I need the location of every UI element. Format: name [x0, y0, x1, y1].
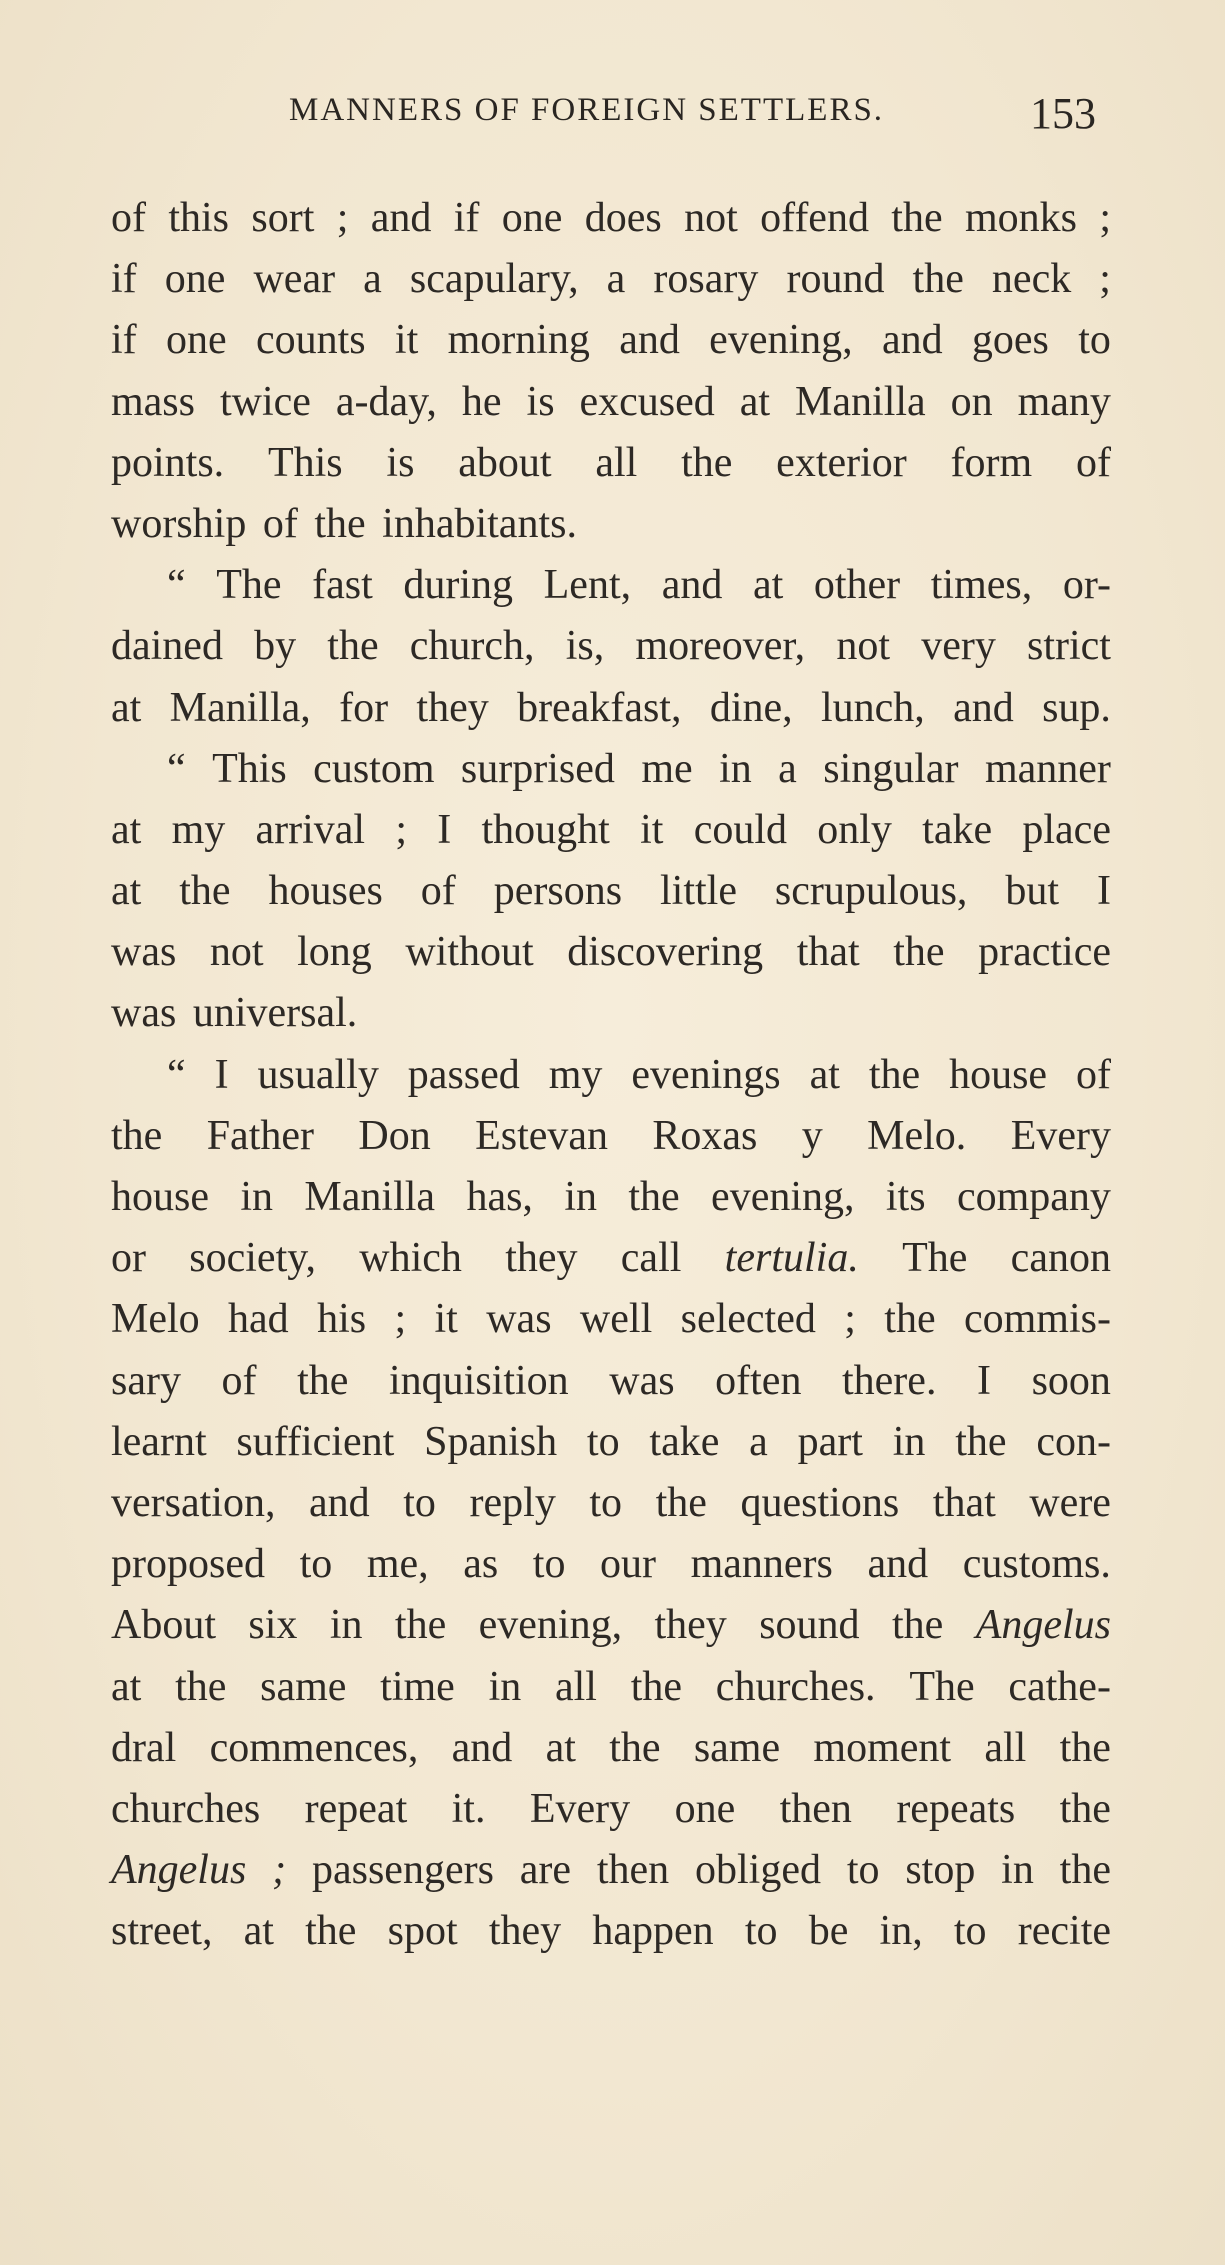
word: one: [164, 256, 226, 303]
word: me,: [366, 1541, 429, 1588]
word: This: [212, 745, 287, 792]
word: to: [589, 1479, 623, 1526]
word: Manilla,: [169, 684, 311, 731]
text-line: [111, 1901, 1111, 1962]
word: all: [555, 1663, 597, 1710]
word: all: [984, 1724, 1027, 1771]
word: custom: [313, 745, 435, 792]
word: houses: [268, 868, 383, 915]
text-line: [111, 1045, 1111, 1106]
word: be: [808, 1908, 849, 1955]
word: evening,: [709, 317, 853, 364]
word: and: [881, 317, 943, 364]
word: then: [596, 1847, 670, 1894]
word: that: [932, 1479, 996, 1526]
word: wear: [253, 256, 336, 303]
word: long: [297, 929, 372, 976]
word: had: [228, 1296, 289, 1343]
word: of: [221, 1357, 257, 1404]
word: the: [655, 1479, 707, 1526]
word: commis-: [963, 1296, 1111, 1343]
body-text: [111, 188, 1111, 1962]
word: stop: [905, 1847, 976, 1894]
word: was: [609, 1357, 675, 1404]
text-line: [111, 188, 1111, 249]
word: “: [167, 745, 186, 792]
word: often: [715, 1357, 802, 1404]
word: my: [548, 1051, 603, 1098]
text-line: [111, 616, 1111, 677]
word: tertulia.: [724, 1235, 859, 1282]
word: that: [796, 929, 860, 976]
word: this: [168, 195, 230, 241]
word: is: [526, 378, 555, 425]
word: customs.: [962, 1541, 1111, 1588]
word: in: [719, 745, 752, 792]
word: a: [749, 1418, 768, 1465]
word: in: [1001, 1847, 1034, 1894]
word: “: [167, 562, 186, 609]
word: practice: [978, 929, 1111, 976]
word: are: [519, 1847, 572, 1894]
word: Melo: [111, 1296, 200, 1343]
word: me: [641, 745, 693, 792]
word: they: [416, 684, 489, 731]
word: at: [111, 868, 142, 915]
word: The: [902, 1235, 968, 1282]
word: happen: [592, 1908, 714, 1955]
word: not: [209, 929, 264, 976]
word: the: [314, 500, 383, 547]
word: I: [437, 806, 452, 853]
word: I: [1096, 868, 1111, 915]
word: the: [891, 195, 943, 241]
word: then: [779, 1785, 852, 1832]
word: con-: [1036, 1418, 1111, 1465]
word: during: [403, 562, 514, 609]
word: persons: [493, 868, 623, 915]
word: has,: [466, 1174, 533, 1220]
word: take: [922, 806, 993, 853]
text-line: [111, 678, 1111, 739]
text-line: [111, 861, 1111, 922]
word: house: [111, 1174, 209, 1220]
word: in: [329, 1602, 363, 1649]
word: Every: [1010, 1112, 1111, 1159]
word: the: [1059, 1724, 1111, 1771]
word: its: [885, 1174, 926, 1220]
word: worship: [111, 500, 263, 547]
text-line: [111, 1779, 1111, 1840]
word: Spanish: [424, 1418, 558, 1465]
text-line: [111, 1351, 1111, 1412]
word: was: [486, 1296, 552, 1343]
word: points.: [111, 439, 225, 486]
word: excused: [579, 378, 715, 425]
word: many: [1017, 378, 1111, 425]
text-line: [111, 1534, 1111, 1595]
word: and: [661, 562, 723, 609]
word: evening,: [711, 1174, 855, 1220]
word: of: [420, 868, 456, 915]
word: his: [317, 1296, 367, 1343]
word: not: [684, 195, 738, 241]
word: mass: [111, 378, 195, 425]
word: surprised: [460, 745, 615, 792]
word: society,: [189, 1235, 317, 1282]
word: sufficient: [236, 1418, 395, 1465]
word: Melo.: [867, 1112, 967, 1159]
word: church,: [409, 623, 535, 670]
page-number: 153: [1030, 89, 1096, 138]
word: cathe-: [1008, 1663, 1111, 1710]
word: company: [956, 1174, 1111, 1220]
word: Roxas: [652, 1112, 758, 1159]
word: recite: [1017, 1908, 1111, 1955]
word: This: [267, 439, 343, 486]
word: repeats: [896, 1785, 1016, 1832]
word: my: [171, 806, 226, 853]
word: the: [893, 929, 945, 976]
word: the: [891, 1602, 944, 1649]
word: The: [909, 1663, 975, 1710]
word: monks: [964, 195, 1077, 241]
word: is,: [565, 623, 605, 670]
word: part: [797, 1418, 863, 1465]
word: the: [884, 1296, 936, 1343]
word: little: [659, 868, 737, 915]
running-head: [0, 88, 1225, 148]
word: the: [327, 623, 379, 670]
word: street,: [111, 1908, 213, 1955]
word: well: [579, 1296, 653, 1343]
word: ;: [1099, 195, 1111, 241]
word: Manilla: [304, 1174, 436, 1220]
word: churches.: [715, 1663, 876, 1710]
word: goes: [971, 317, 1049, 364]
word: were: [1029, 1479, 1111, 1526]
word: scrupulous,: [774, 868, 968, 915]
word: moreover,: [635, 623, 806, 670]
word: in,: [879, 1908, 923, 1955]
word: soon: [1031, 1357, 1111, 1404]
word: if: [453, 195, 480, 241]
text-line: [111, 800, 1111, 861]
word: selected: [680, 1296, 816, 1343]
word: passed: [407, 1051, 520, 1098]
word: About: [111, 1602, 216, 1649]
word: The: [216, 562, 282, 609]
word: the: [179, 868, 231, 915]
word: commences,: [209, 1724, 419, 1771]
word: but: [1005, 868, 1060, 915]
text-line: [111, 1473, 1111, 1534]
word: usually: [257, 1051, 379, 1098]
word: at: [739, 378, 771, 425]
word: there.: [842, 1357, 937, 1404]
word: inhabitants.: [382, 500, 577, 547]
word: for: [339, 684, 389, 731]
word: and: [451, 1724, 513, 1771]
word: to: [953, 1908, 987, 1955]
word: breakfast,: [517, 684, 682, 731]
word: they: [654, 1602, 727, 1649]
word: or-: [1062, 562, 1111, 609]
word: our: [600, 1541, 657, 1588]
word: canon: [1010, 1235, 1111, 1282]
word: a-day,: [335, 378, 437, 425]
word: all: [595, 439, 638, 486]
word: other: [813, 562, 901, 609]
word: the: [630, 1663, 683, 1710]
word: one: [674, 1785, 736, 1832]
word: scapulary,: [409, 256, 579, 303]
word: Every: [529, 1785, 631, 1832]
word: ;: [844, 1296, 856, 1343]
word: dine,: [709, 684, 793, 731]
word: strict: [1027, 623, 1111, 670]
word: in: [892, 1418, 926, 1465]
word: counts: [255, 317, 366, 364]
word: times,: [930, 562, 1033, 609]
word: as: [463, 1541, 499, 1588]
text-line: [111, 310, 1111, 371]
text-line: [111, 1289, 1111, 1350]
word: a: [606, 256, 626, 303]
word: learnt: [111, 1418, 207, 1465]
word: in: [564, 1174, 597, 1220]
word: Father: [206, 1112, 314, 1159]
word: sound: [759, 1602, 860, 1649]
word: the: [912, 256, 964, 303]
word: they: [505, 1235, 578, 1282]
word: churches: [111, 1785, 261, 1832]
word: the: [1059, 1847, 1111, 1894]
word: the: [868, 1051, 921, 1098]
word: only: [817, 806, 892, 853]
word: the: [111, 1112, 163, 1159]
word: same: [260, 1663, 347, 1710]
word: form: [950, 439, 1033, 486]
word: of: [262, 500, 315, 547]
word: dral: [111, 1724, 177, 1771]
word: the: [955, 1418, 1007, 1465]
word: at: [111, 1663, 142, 1710]
word: to: [586, 1418, 620, 1465]
word: at: [809, 1051, 840, 1098]
word: place: [1022, 806, 1111, 853]
text-line: [111, 1228, 1111, 1289]
text-line: [111, 922, 1111, 983]
word: at: [545, 1724, 576, 1771]
text-line: [111, 372, 1111, 433]
word: spot: [387, 1908, 458, 1955]
word: it: [640, 806, 664, 853]
text-line: [111, 433, 1111, 494]
word: the: [628, 1174, 680, 1220]
word: proposed: [111, 1541, 265, 1588]
word: the: [609, 1724, 661, 1771]
word: is: [386, 439, 415, 486]
word: Estevan: [475, 1112, 609, 1159]
word: same: [693, 1724, 781, 1771]
text-line: [111, 1595, 1111, 1656]
word: questions: [740, 1479, 900, 1526]
word: universal.: [192, 990, 358, 1037]
word: evenings: [631, 1051, 781, 1098]
text-line: [111, 1167, 1111, 1228]
word: one: [165, 317, 227, 364]
word: at: [111, 806, 142, 853]
word: at: [752, 562, 784, 609]
word: sary: [111, 1357, 181, 1404]
word: could: [693, 806, 787, 853]
word: to: [1078, 317, 1111, 364]
word: Angelus: [111, 1847, 247, 1894]
text-line: [111, 555, 1111, 616]
word: by: [254, 623, 297, 670]
word: if: [111, 256, 137, 303]
word: morning: [447, 317, 590, 364]
word: moment: [813, 1724, 952, 1771]
word: twice: [219, 378, 311, 425]
word: to: [403, 1479, 436, 1526]
word: in: [240, 1174, 274, 1220]
word: lunch,: [820, 684, 925, 731]
word: of: [111, 195, 146, 241]
word: to: [846, 1847, 880, 1894]
word: repeat: [304, 1785, 408, 1832]
word: Manilla: [795, 378, 926, 425]
word: the: [1059, 1785, 1111, 1832]
word: ;: [1099, 256, 1111, 303]
word: sort: [251, 195, 315, 241]
word: time: [380, 1663, 455, 1710]
word: one: [501, 195, 563, 241]
word: was: [111, 990, 193, 1037]
word: Lent,: [543, 562, 632, 609]
text-line: [111, 1840, 1111, 1901]
word: very: [921, 623, 996, 670]
text-line: [111, 1657, 1111, 1718]
word: the: [394, 1602, 447, 1649]
word: neck: [991, 256, 1072, 303]
word: round: [786, 256, 885, 303]
word: and: [370, 195, 432, 241]
word: reply: [469, 1479, 556, 1526]
word: not: [836, 623, 891, 670]
word: manner: [984, 745, 1111, 792]
word: the: [175, 1663, 227, 1710]
word: passengers: [311, 1847, 494, 1894]
word: without: [405, 929, 534, 976]
word: or: [111, 1235, 146, 1282]
word: Angelus: [975, 1602, 1111, 1649]
text-line: [111, 1412, 1111, 1473]
text-line: [111, 1718, 1111, 1779]
word: offend: [760, 195, 869, 241]
word: and: [867, 1541, 929, 1588]
word: obliged: [695, 1847, 821, 1894]
word: I: [214, 1051, 229, 1098]
word: of: [1076, 1051, 1111, 1098]
word: I: [977, 1357, 992, 1404]
word: six: [248, 1602, 298, 1649]
word: it: [394, 317, 419, 364]
word: thought: [481, 806, 610, 853]
word: on: [950, 378, 993, 425]
word: a: [363, 256, 382, 303]
word: in: [488, 1663, 522, 1710]
word: a: [778, 745, 797, 792]
word: inquisition: [388, 1357, 569, 1404]
word: the: [305, 1908, 357, 1955]
word: at: [111, 684, 142, 731]
word: if: [111, 317, 137, 364]
word: and: [309, 1479, 370, 1526]
word: rosary: [653, 256, 759, 303]
word: versation,: [111, 1479, 276, 1526]
text-line: [111, 249, 1111, 310]
word: which: [359, 1235, 462, 1282]
word: house: [949, 1051, 1048, 1098]
word: ;: [272, 1847, 287, 1894]
word: the: [681, 439, 733, 486]
word: to: [299, 1541, 333, 1588]
word: it: [434, 1296, 458, 1343]
word: to: [532, 1541, 566, 1588]
word: arrival: [255, 806, 366, 853]
word: sup.: [1042, 684, 1111, 731]
word: it.: [451, 1785, 486, 1832]
text-line: [111, 983, 1111, 1044]
running-title: MANNERS OF FOREIGN SETTLERS.: [289, 92, 885, 128]
word: dained: [111, 623, 223, 670]
word: was: [111, 929, 177, 976]
word: they: [488, 1908, 562, 1955]
word: and: [619, 317, 680, 364]
word: “: [167, 1051, 186, 1098]
word: he: [461, 378, 502, 425]
text-line: [111, 1106, 1111, 1167]
word: call: [620, 1235, 682, 1282]
word: fast: [312, 562, 373, 609]
word: of: [1075, 439, 1111, 486]
word: to: [744, 1908, 778, 1955]
word: ;: [394, 1296, 407, 1343]
word: y: [801, 1112, 823, 1159]
word: exterior: [776, 439, 907, 486]
word: ;: [395, 806, 407, 853]
word: and: [953, 684, 1014, 731]
word: Don: [358, 1112, 431, 1159]
word: at: [243, 1908, 274, 1955]
word: ;: [336, 195, 349, 241]
word: take: [649, 1418, 720, 1465]
word: manners: [690, 1541, 833, 1588]
text-line: [111, 494, 1111, 555]
word: discovering: [567, 929, 764, 976]
word: does: [584, 195, 662, 241]
text-line: [111, 739, 1111, 800]
word: evening,: [478, 1602, 623, 1649]
word: about: [458, 439, 552, 486]
word: the: [297, 1357, 349, 1404]
word: singular: [823, 745, 959, 792]
